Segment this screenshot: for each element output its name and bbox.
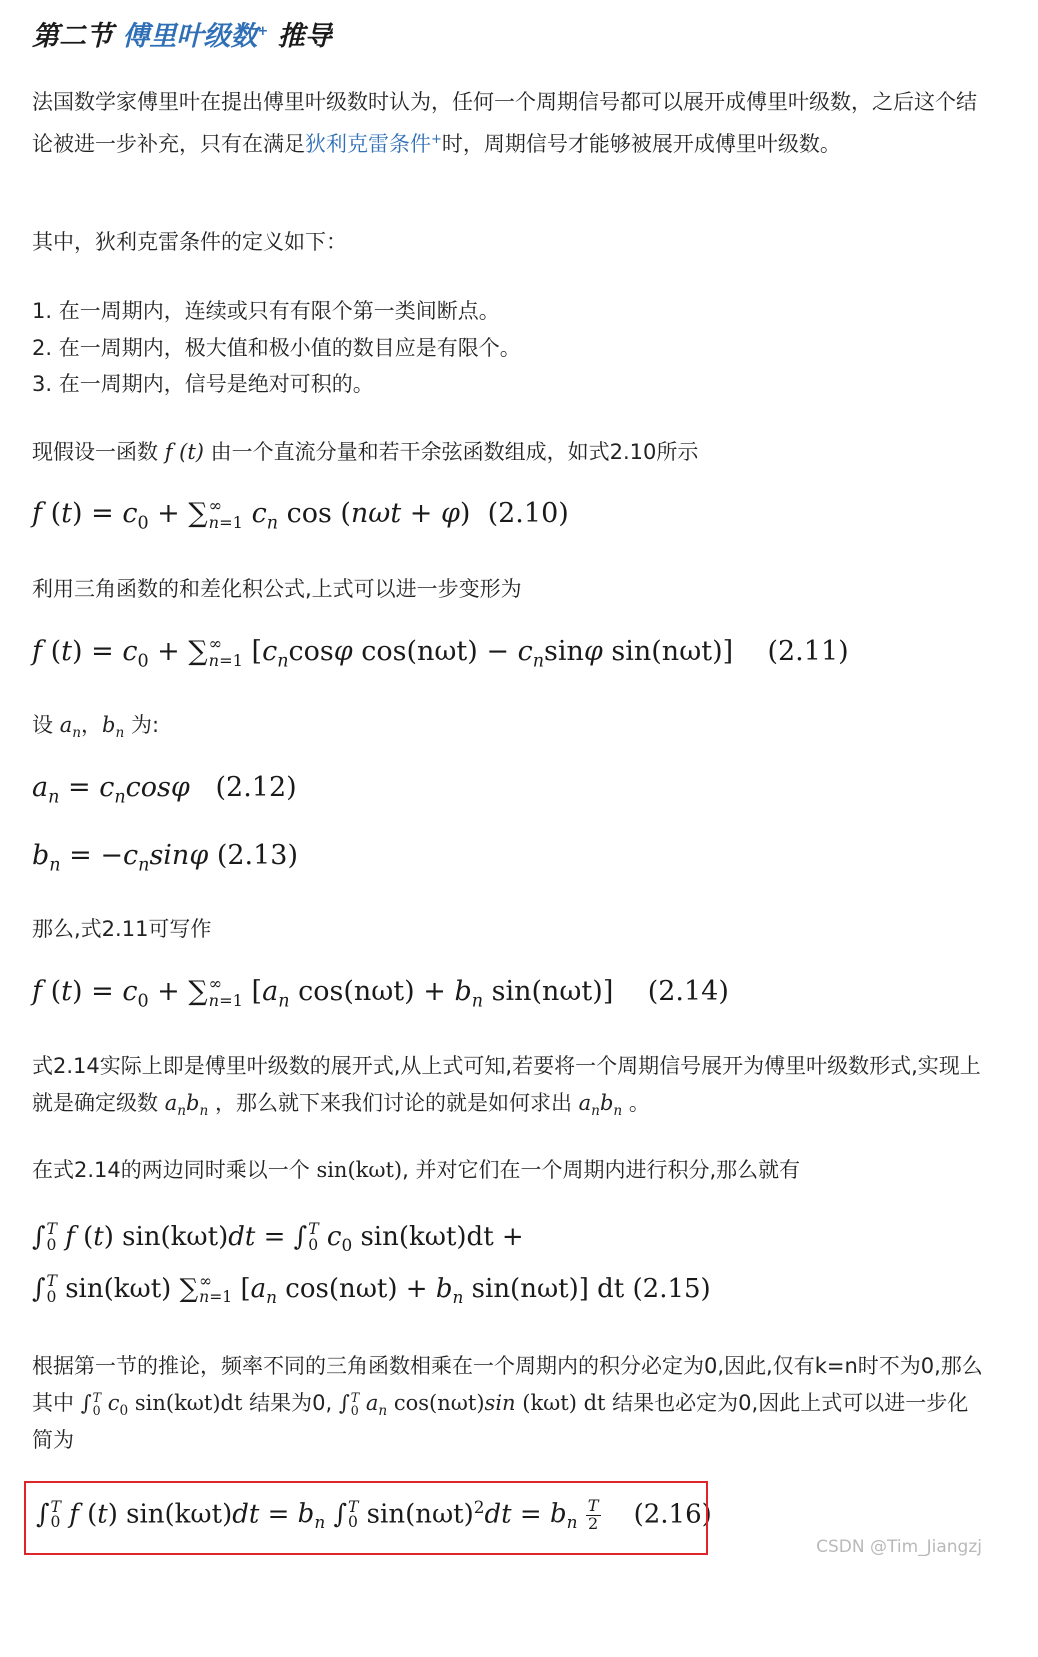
equation-2-12: $a_n = c_n\cos\varphi$ (2.12) [32,772,297,808]
list-item: 1. 在一周期内，连续或只有有限个第一类间断点。 [32,299,500,323]
define-an-bn: 设 $a_n$，$b_n$ 为: [32,713,160,742]
equation-2-11: f $(t) = c_0$ + ∑ ∞ n=1 [$c_n\cos\varphi$ $\cos(n\omega t) - c_n\sin\varphi$ sin(nωt)] (2.11) [32,634,849,672]
highlight-box [24,1481,708,1555]
equation-2-14: f $(t) = c_0$ + ∑ ∞ n=1 [$a_n$ $\cos(n\omega t) + b_n$ sin(nωt)] (2.14) [32,974,729,1012]
equation-2-15-line2: ∫ T 0 sin(kωt) ∑ ∞ n=1 [$a_n$ $\cos(n\omega t) + b_n$ sin(nωt)] dt (2.15) [32,1272,711,1308]
equation-2-16: ∫ T 0 f (t) $\sin(k\omega t)dt = b_n$ ∫ T 0 $\sin(n\omega t)^2dt = b_n$ $\frac{T}{2}$ (2.16) [36,1496,712,1533]
equation-2-10: f $(t) = c_0$ + ∑ ∞ n=1 $c_n$ cos (nωt + φ) (2.10) [32,496,569,534]
csdn-watermark: CSDN @Tim_Jiangzj [816,1537,982,1557]
rewrite-paragraph: 那么,式2.11可写作 [32,917,212,941]
link-star-icon: + [257,24,269,39]
dirichlet-condition-link[interactable]: 狄利克雷条件 [305,132,431,156]
multiply-paragraph: 在式2.14的两边同时乘以一个 sin(kωt), 并对它们在一个周期内进行积分,那么就有 [32,1158,801,1182]
equation-2-13: $b_n = -c_n\sin\varphi$ (2.13) [32,840,299,876]
definition-intro: 其中，狄利克雷条件的定义如下： [32,230,347,254]
simplify-paragraph: 根据第一节的推论，频率不同的三角函数相乘在一个周期内的积分必定为0,因此,仅有k=n时不为0,那么其中 ∫ T 0 $c_0$ sin(kωt)dt 结果为0, ∫ T 0 $a_n$ cos(nωt)sin (kωt) dt 结果也必定为0,因此上式可以进一步化简为 [32,1354,983,1452]
transform-paragraph: 利用三角函数的和差化积公式,上式可以进一步变形为 [32,577,522,601]
equation-2-15-line1: ∫ T 0 f (t) sin(kωt)dt = ∫ T 0 $c_0$ sin(kωt)dt + [32,1220,524,1256]
list-item: 2. 在一周期内，极大值和极小值的数目应是有限个。 [32,336,521,360]
link-star-icon: + [431,132,442,147]
section-heading: 第二节 傅里叶级数+ 推导 [32,21,332,52]
intro-paragraph: 法国数学家傅里叶在提出傅里叶级数时认为，任何一个周期信号都可以展开成傅里叶级数，之后这个结论被进一步补充，只有在满足狄利克雷条件+时，周期信号才能够被展开成傅里叶级数。 [32,90,977,156]
series-explanation: 式2.14实际上即是傅里叶级数的展开式,从上式可知,若要将一个周期信号展开为傅里叶级数形式,实现上就是确定级数 $a_nb_n$ ，那么就下来我们讨论的就是如何求出 $a_nb_n$ 。 [32,1054,981,1120]
heading-keyword-link[interactable]: 傅里叶级数 [122,21,258,52]
list-item: 3. 在一周期内，信号是绝对可积的。 [32,372,374,396]
assumption-paragraph: 现假设一函数 f (t) 由一个直流分量和若干余弦函数组成，如式2.10所示 [32,440,699,464]
